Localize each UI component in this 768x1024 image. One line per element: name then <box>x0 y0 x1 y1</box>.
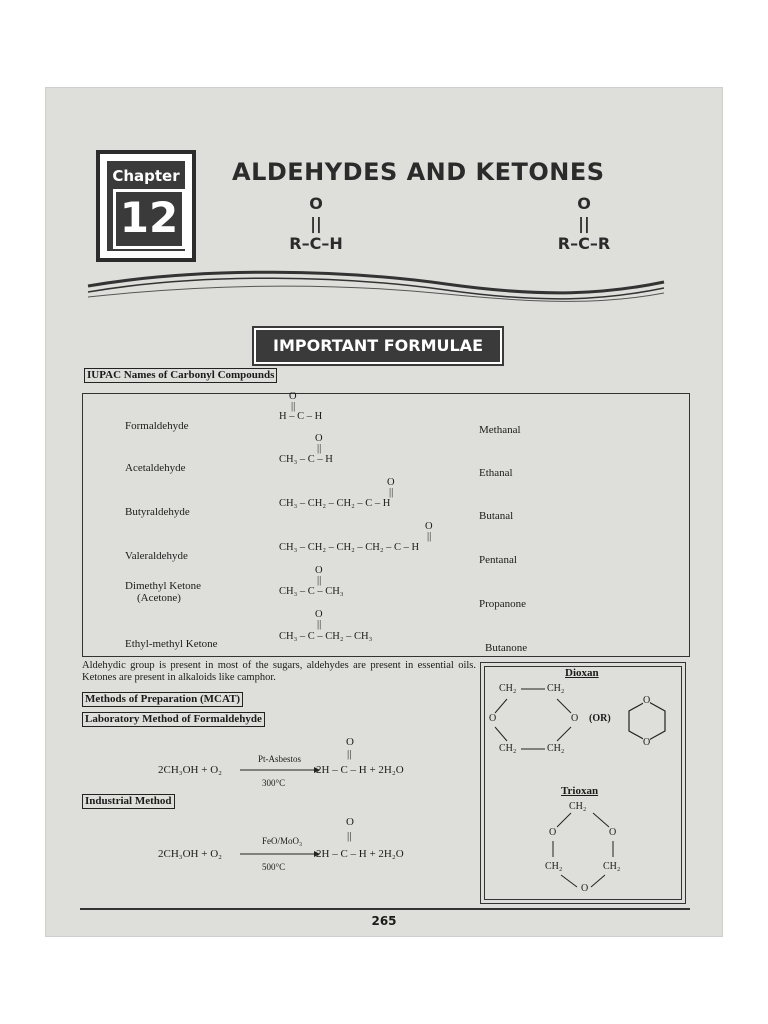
ketone-o: O <box>577 194 591 213</box>
trioxan-ch2: CH₂ <box>545 861 563 872</box>
eq-o: O <box>346 816 354 828</box>
ring-o: O <box>643 737 651 748</box>
formula-bond: || <box>317 443 322 454</box>
eq-reactants: 2CH₃OH + O₂ <box>158 848 222 860</box>
eq-bond: || <box>347 830 352 842</box>
ketone-general-structure <box>544 194 624 254</box>
trioxan-o: O <box>549 827 557 838</box>
compound-iupac: Butanal <box>479 510 514 522</box>
ketone-bond: || <box>578 214 590 233</box>
formula-chain: CH₃ – C – H <box>279 454 333 465</box>
ring-o: O <box>643 695 651 706</box>
dioxan-ch2: CH₂ <box>547 743 565 754</box>
dioxan-or: (OR) <box>589 713 611 724</box>
formula-o: O <box>289 391 297 402</box>
trioxan-title: Trioxan <box>561 785 599 797</box>
eq-products: 2H – C – H + 2H₂O <box>316 848 404 860</box>
aldehyde-general-structure <box>276 194 356 254</box>
chapter-badge <box>96 150 196 262</box>
page-number: 265 <box>371 914 397 928</box>
compound-name: Dimethyl Ketone <box>125 580 202 592</box>
reaction-arrow <box>240 849 320 859</box>
aldehyde-o: O <box>309 194 323 213</box>
wave-divider <box>86 264 666 314</box>
dioxan-o: O <box>489 713 497 724</box>
industrial-method-heading: Industrial Method <box>82 794 175 809</box>
aldehyde-bond: || <box>310 214 322 233</box>
formula-bond: || <box>317 575 322 586</box>
formula-chain: CH₃ – C – CH₃ <box>279 586 344 597</box>
lab-equation <box>158 732 478 792</box>
dioxan-trioxan-inner <box>484 666 682 900</box>
lab-method-heading: Laboratory Method of Formaldehyde <box>82 712 265 727</box>
reaction-arrow <box>240 765 320 775</box>
dioxan-o: O <box>571 713 579 724</box>
formula-chain: CH₃ – CH₂ – CH₂ – C – H <box>279 498 391 509</box>
formula-o: O <box>425 521 433 532</box>
formula-bond: || <box>427 531 432 542</box>
formula-chain: H – C – H <box>279 411 323 422</box>
dioxan-ch2: CH₂ <box>499 743 517 754</box>
ketone-chain: R–C–R <box>557 234 611 253</box>
formula-o: O <box>315 433 323 444</box>
compound-iupac: Butanone <box>485 642 528 654</box>
chapter-number: 12 <box>113 189 185 249</box>
compound-name: Ethyl-methyl Ketone <box>125 638 218 650</box>
eq-o: O <box>346 736 354 748</box>
compound-name: Acetaldehyde <box>125 462 186 474</box>
iupac-heading: IUPAC Names of Carbonyl Compounds <box>84 368 277 383</box>
trioxan-o: O <box>609 827 617 838</box>
industrial-equation <box>158 814 478 874</box>
trioxan-bonds <box>485 667 681 899</box>
eq-products: 2H – C – H + 2H₂O <box>316 764 404 776</box>
compound-iupac: Propanone <box>479 598 527 610</box>
compound-name-alt: (Acetone) <box>137 592 181 604</box>
eq-temperature: 500°C <box>262 862 286 872</box>
formula-bond: || <box>317 619 322 630</box>
compound-name: Valeraldehyde <box>125 550 188 562</box>
eq-catalyst: FeO/MoO₃ <box>262 836 303 846</box>
eq-temperature: 300°C <box>262 778 286 788</box>
compound-iupac: Pentanal <box>479 554 517 566</box>
trioxan-ch2: CH₂ <box>603 861 621 872</box>
eq-bond: || <box>347 748 352 760</box>
trioxan-ch2: CH₂ <box>569 801 587 812</box>
aldehyde-chain: R–C–H <box>289 234 343 253</box>
methods-heading: Methods of Preparation (MCAT) <box>82 692 243 707</box>
formula-bond: || <box>389 487 394 498</box>
iupac-table <box>82 393 690 657</box>
formula-o: O <box>315 565 323 576</box>
chapter-badge-inner <box>107 161 185 251</box>
formula-bond: || <box>291 401 296 412</box>
formula-o: O <box>315 609 323 620</box>
compound-iupac: Methanal <box>479 424 521 436</box>
footer-rule <box>80 908 690 910</box>
intro-paragraph: Aldehydic group is present in most of the sugars, aldehydes are present in essential oils. Ketones are present in alkaloids like camphor. <box>82 660 476 683</box>
formula-chain: CH₃ – C – CH₂ – CH₃ <box>279 631 373 642</box>
book-page <box>46 88 722 936</box>
trioxan-o: O <box>581 883 589 894</box>
dioxan-title: Dioxan <box>565 667 599 679</box>
compound-name: Formaldehyde <box>125 420 189 432</box>
compound-name: Butyraldehyde <box>125 506 190 518</box>
eq-reactants: 2CH₃OH + O₂ <box>158 764 222 776</box>
formula-o: O <box>387 477 395 488</box>
chapter-word: Chapter <box>112 167 180 185</box>
important-formulae-banner: IMPORTANT FORMULAE <box>254 328 502 364</box>
chapter-title: ALDEHYDES AND KETONES <box>232 158 605 186</box>
eq-catalyst: Pt-Asbestos <box>258 754 302 764</box>
compound-iupac: Ethanal <box>479 467 513 479</box>
formula-chain: CH₃ – CH₂ – CH₂ – CH₂ – C – H <box>279 542 420 553</box>
dioxan-trioxan-box <box>480 662 686 904</box>
dioxan-ch2: CH₂ <box>547 683 565 694</box>
dioxan-ch2: CH₂ <box>499 683 517 694</box>
